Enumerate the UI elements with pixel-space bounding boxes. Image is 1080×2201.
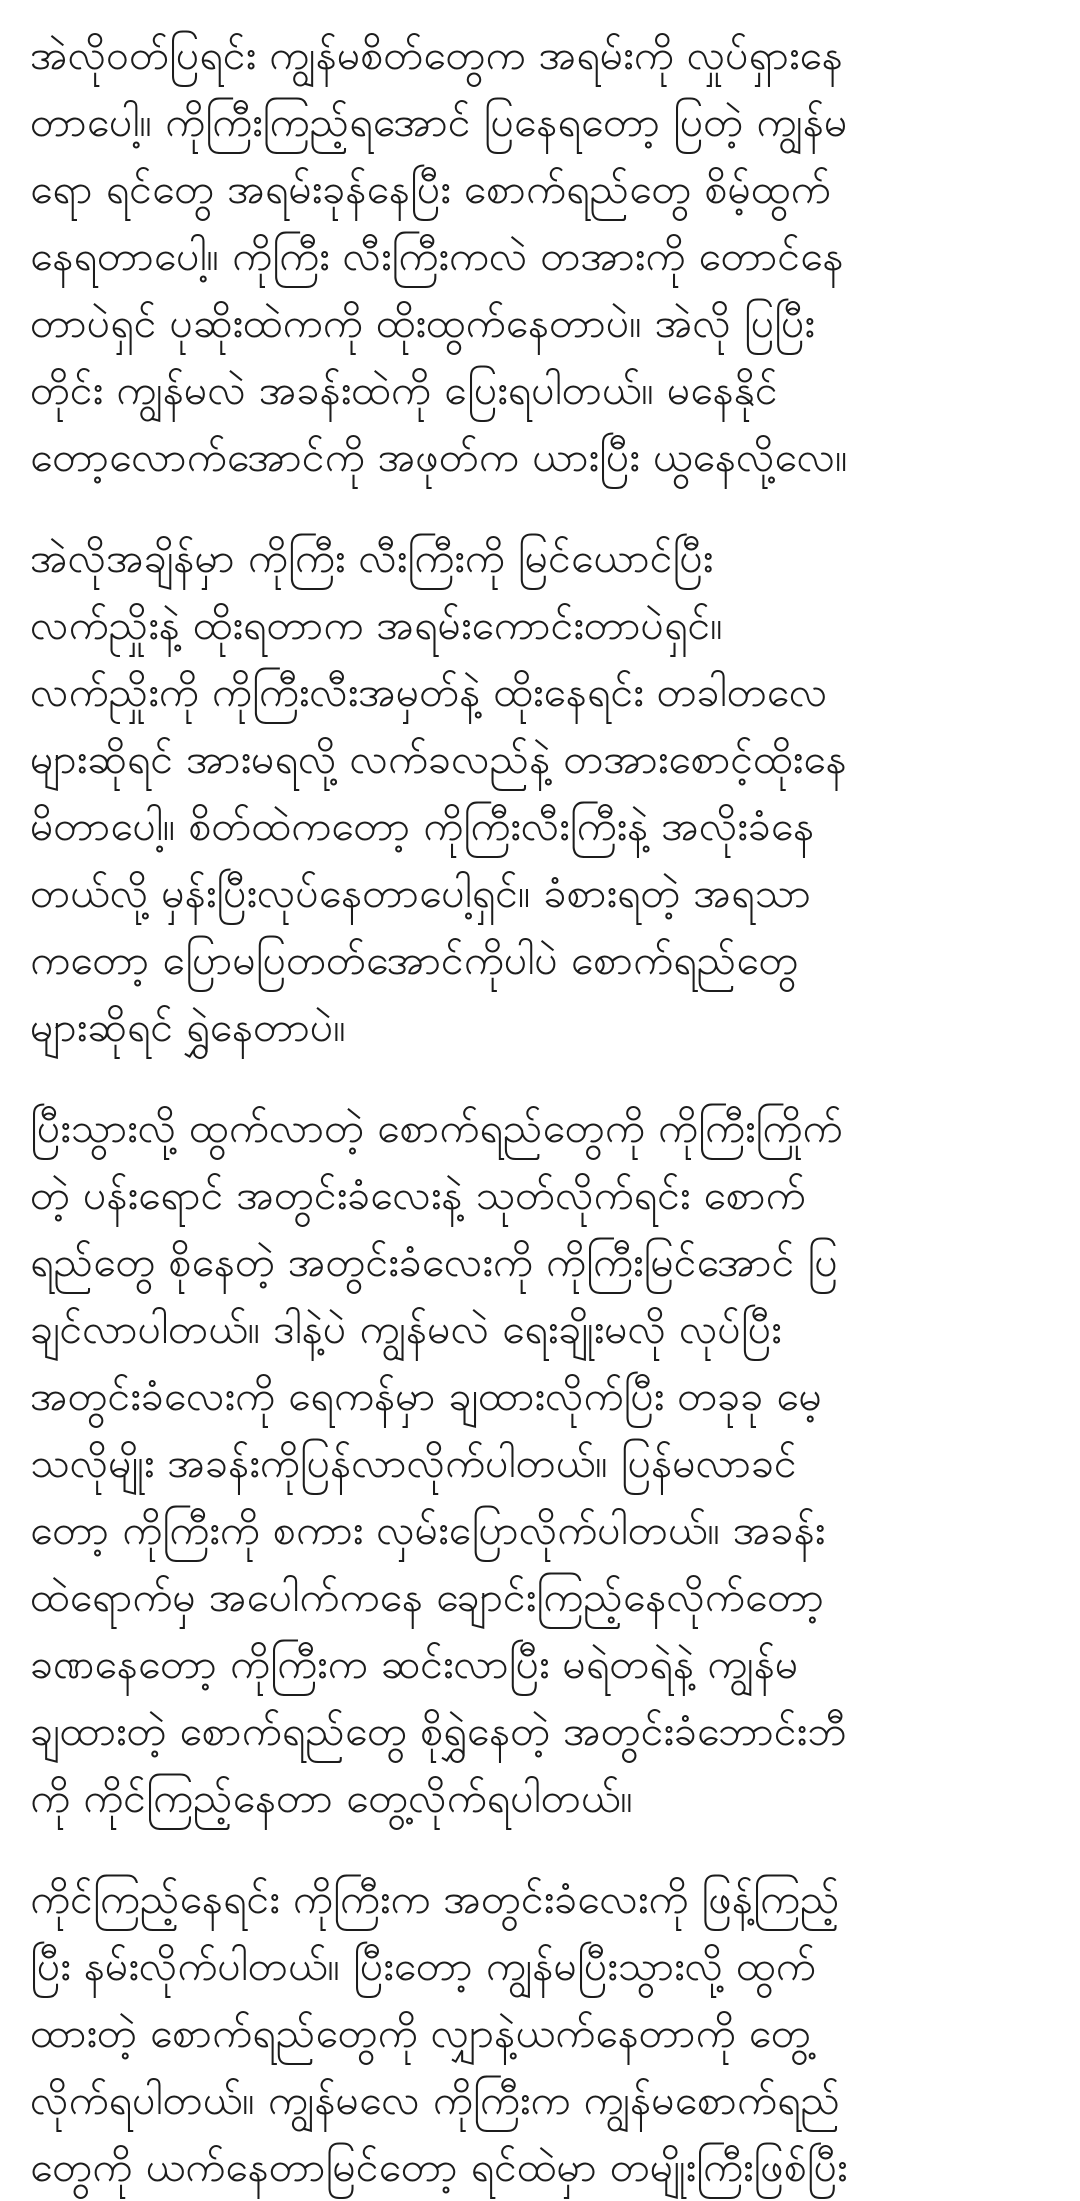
- text-line: များဆိုရင် ရွှဲနေတာပဲ။: [30, 1003, 346, 1051]
- text-line: ကို ကိုင်ကြည့်နေတာ တွေ့လိုက်ရပါတယ်။: [30, 1774, 633, 1822]
- text-line: သလိုမျိုး အခန်းကိုပြန်လာလိုက်ပါတယ်။ ပြန်မလာခင်: [30, 1439, 797, 1487]
- text-line: တိုင်း ကျွန်မလဲ အခန်းထဲကို ပြေးရပါတယ်။ မနေနိုင်: [30, 366, 778, 414]
- text-line: တာပေါ့။ ကိုကြီးကြည့်ရအောင် ပြနေရတော့ ပြတဲ့ ကျွန်မ: [30, 98, 848, 146]
- text-line: ချင်လာပါတယ်။ ဒါနဲ့ပဲ ကျွန်မလဲ ရေးချိုးမလို လုပ်ပြီး: [30, 1305, 782, 1353]
- text-line: နေရတာပေါ့။ ကိုကြီး လီးကြီးကလဲ တအားကို တောင်နေ: [30, 232, 844, 280]
- text-line: မိတာပေါ့။ စိတ်ထဲကတော့ ကိုကြီးလီးကြီးနဲ့ အလိုးခံနေ: [30, 802, 815, 850]
- text-line: အတွင်းခံလေးကို ရေကန်မှာ ချထားလိုက်ပြီး တခုခု မေ့: [30, 1372, 822, 1420]
- text-line: တယ်လို့ မှန်းပြီးလုပ်နေတာပေါ့ရှင်။ ခံစားရတဲ့ အရသာ: [30, 869, 812, 917]
- paragraph-2: [30, 525, 1040, 1061]
- text-line: တာပဲရှင် ပုဆိုးထဲကကို ထိုးထွက်နေတာပဲ။ အဲလို ပြပြီး: [30, 299, 815, 347]
- text-line: လိုက်ရပါတယ်။ ကျွန်မလေ ကိုကြီးက ကျွန်မစောက်ရည်: [30, 2076, 841, 2124]
- text-line: ကတော့ ပြောမပြတတ်အောင်ကိုပါပဲ စောက်ရည်တွေ: [30, 936, 799, 984]
- text-line: အဲလိုအချိန်မှာ ကိုကြီး လီးကြီးကို မြင်ယောင်ပြီး: [30, 534, 714, 582]
- text-line: လက်ညှိုးကို ကိုကြီးလီးအမှတ်နဲ့ ထိုးနေရင်း တခါတလေ: [30, 668, 828, 716]
- text-line: ပြီး နမ်းလိုက်ပါတယ်။ ပြီးတော့ ကျွန်မပြီးသွားလို့ ထွက်: [30, 1942, 816, 1990]
- paragraph-4: [30, 1866, 1040, 2201]
- text-line: ထဲရောက်မှ အပေါက်ကနေ ချောင်းကြည့်နေလိုက်တော့: [30, 1573, 824, 1621]
- text-line: တော့လောက်အောင်ကို အဖုတ်က ယားပြီး ယွနေလို့လေ။: [30, 433, 848, 481]
- text-line: ရော ရင်တွေ အရမ်းခုန်နေပြီး စောက်ရည်တွေ စိမ့်ထွက်: [30, 165, 831, 213]
- paragraph-3: [30, 1095, 1040, 1832]
- text-line: ထားတဲ့ စောက်ရည်တွေကို လျှာနဲ့ယက်နေတာကို တွေ့: [30, 2009, 811, 2057]
- text-line: ခဏနေတော့ ကိုကြီးက ဆင်းလာပြီး မရဲတရဲနဲ့ ကျွန်မ: [30, 1640, 799, 1688]
- text-line: ကိုင်ကြည့်နေရင်း ကိုကြီးက အတွင်းခံလေးကို ဖြန့်ကြည့်: [30, 1875, 840, 1923]
- text-line: တော့ ကိုကြီးကို စကား လှမ်းပြောလိုက်ပါတယ်။ အခန်း: [30, 1506, 826, 1554]
- text-line: ချထားတဲ့ စောက်ရည်တွေ စိုရွှဲနေတဲ့ အတွင်းခံဘောင်းဘီ: [30, 1707, 847, 1755]
- text-line: တွေကို ယက်နေတာမြင်တော့ ရင်ထဲမှာ တမျိုးကြီးဖြစ်ပြီး: [30, 2143, 848, 2191]
- text-line: ရည်တွေ စိုနေတဲ့ အတွင်းခံလေးကို ကိုကြီးမြင်အောင် ပြ: [30, 1238, 838, 1286]
- text-line: များဆိုရင် အားမရလို့ လက်ခလည်နဲ့ တအားစောင့်ထိုးနေ: [30, 735, 847, 783]
- paragraph-1: [30, 22, 1040, 491]
- text-line: လက်ညှိုးနဲ့ ထိုးရတာက အရမ်းကောင်းတာပဲရှင်။: [30, 601, 723, 649]
- text-line: တဲ့ ပန်းရောင် အတွင်းခံလေးနဲ့ သုတ်လိုက်ရင်း စောက်: [30, 1171, 806, 1219]
- text-line: ပြီးသွားလို့ ထွက်လာတဲ့ စောက်ရည်တွေကို ကိုကြီးကြိုက်: [30, 1104, 843, 1152]
- text-line: အဲလိုဝတ်ပြရင်း ကျွန်မစိတ်တွေက အရမ်းကို လှုပ်ရှားနေ: [30, 31, 843, 79]
